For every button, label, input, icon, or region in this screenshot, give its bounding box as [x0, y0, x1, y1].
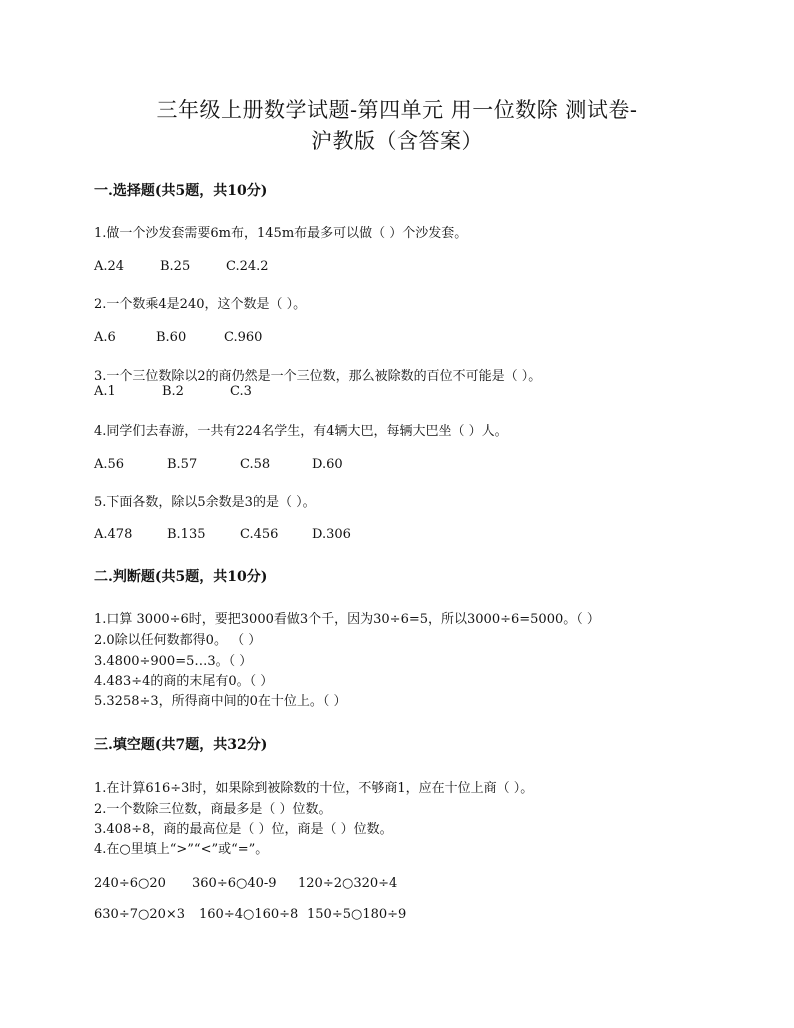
compare-expression: 360÷6○40-9	[192, 876, 277, 891]
section2-heading: 二.判断题(共5题，共10分)	[94, 569, 268, 585]
fill-item-3: 3.408÷8，商的最高位是（ ）位，商是（ ）位数。	[94, 822, 393, 837]
compare-expression: 150÷5○180÷9	[307, 907, 407, 922]
question-1-1: 1.做一个沙发套需要6m布，145m布最多可以做（ ）个沙发套。	[94, 226, 468, 241]
compare-row-1	[94, 876, 397, 891]
question-1-4: 4.同学们去春游，一共有224名学生，有4辆大巴，每辆大巴坐（ ）人。	[94, 424, 508, 439]
compare-expression: 120÷2○320÷4	[298, 876, 398, 891]
judge-item-4: 4.483÷4的商的末尾有0。（ ）	[94, 674, 274, 689]
judge-item-1: 1.口算 3000÷6时，要把3000看做3个千，因为30÷6=5，所以3000÷6=5000。（ ）	[94, 612, 600, 627]
question-1-3-options	[94, 384, 252, 399]
option: A.24	[94, 259, 125, 274]
judge-item-3: 3.4800÷900=5…3。（ ）	[94, 654, 253, 669]
option: B.60	[156, 330, 187, 345]
question-1-5: 5.下面各数，除以5余数是3的是（ ）。	[94, 495, 316, 510]
page-title-line1: 三年级上册数学试题-第四单元 用一位数除 测试卷-	[156, 98, 638, 122]
section1-heading: 一.选择题(共5题，共10分)	[94, 183, 268, 199]
compare-expression: 160÷4○160÷8	[199, 907, 299, 922]
compare-expression: 630÷7○20×3	[94, 907, 186, 922]
option: D.306	[312, 527, 351, 542]
option: A.478	[94, 527, 133, 542]
option: B.2	[162, 384, 184, 399]
judge-item-2: 2.0除以任何数都得0。 （ ）	[94, 633, 262, 648]
judge-item-5: 5.3258÷3，所得商中间的0在十位上。（ ）	[94, 694, 347, 709]
question-1-3: 3.一个三位数除以2的商仍然是一个三位数，那么被除数的百位不可能是（ ）。	[94, 369, 542, 384]
question-1-4-options	[94, 457, 343, 472]
compare-row-2	[94, 907, 406, 922]
question-1-1-options	[94, 259, 269, 274]
option: A.6	[94, 330, 116, 345]
option: C.960	[224, 330, 263, 345]
option: B.25	[160, 259, 191, 274]
option: C.58	[240, 457, 271, 472]
fill-item-4: 4.在○里填上“>”“<”或“=”。	[94, 842, 269, 857]
option: C.24.2	[226, 259, 269, 274]
compare-expression: 240÷6○20	[94, 876, 166, 891]
option: C.456	[240, 527, 279, 542]
question-1-2: 2.一个数乘4是240，这个数是（ ）。	[94, 297, 307, 312]
option: B.57	[167, 457, 198, 472]
fill-item-1: 1.在计算616÷3时，如果除到被除数的十位，不够商1，应在十位上商（ ）。	[94, 781, 534, 796]
fill-item-2: 2.一个数除三位数，商最多是（ ）位数。	[94, 802, 332, 817]
option: A.56	[94, 457, 125, 472]
section3-heading: 三.填空题(共7题，共32分)	[94, 737, 268, 753]
question-1-5-options	[94, 527, 351, 542]
option: B.135	[167, 527, 206, 542]
option: C.3	[230, 384, 252, 399]
question-1-2-options	[94, 330, 262, 345]
option: A.1	[94, 384, 116, 399]
option: D.60	[312, 457, 343, 472]
page-title-line2: 沪教版（含答案）	[311, 129, 483, 153]
